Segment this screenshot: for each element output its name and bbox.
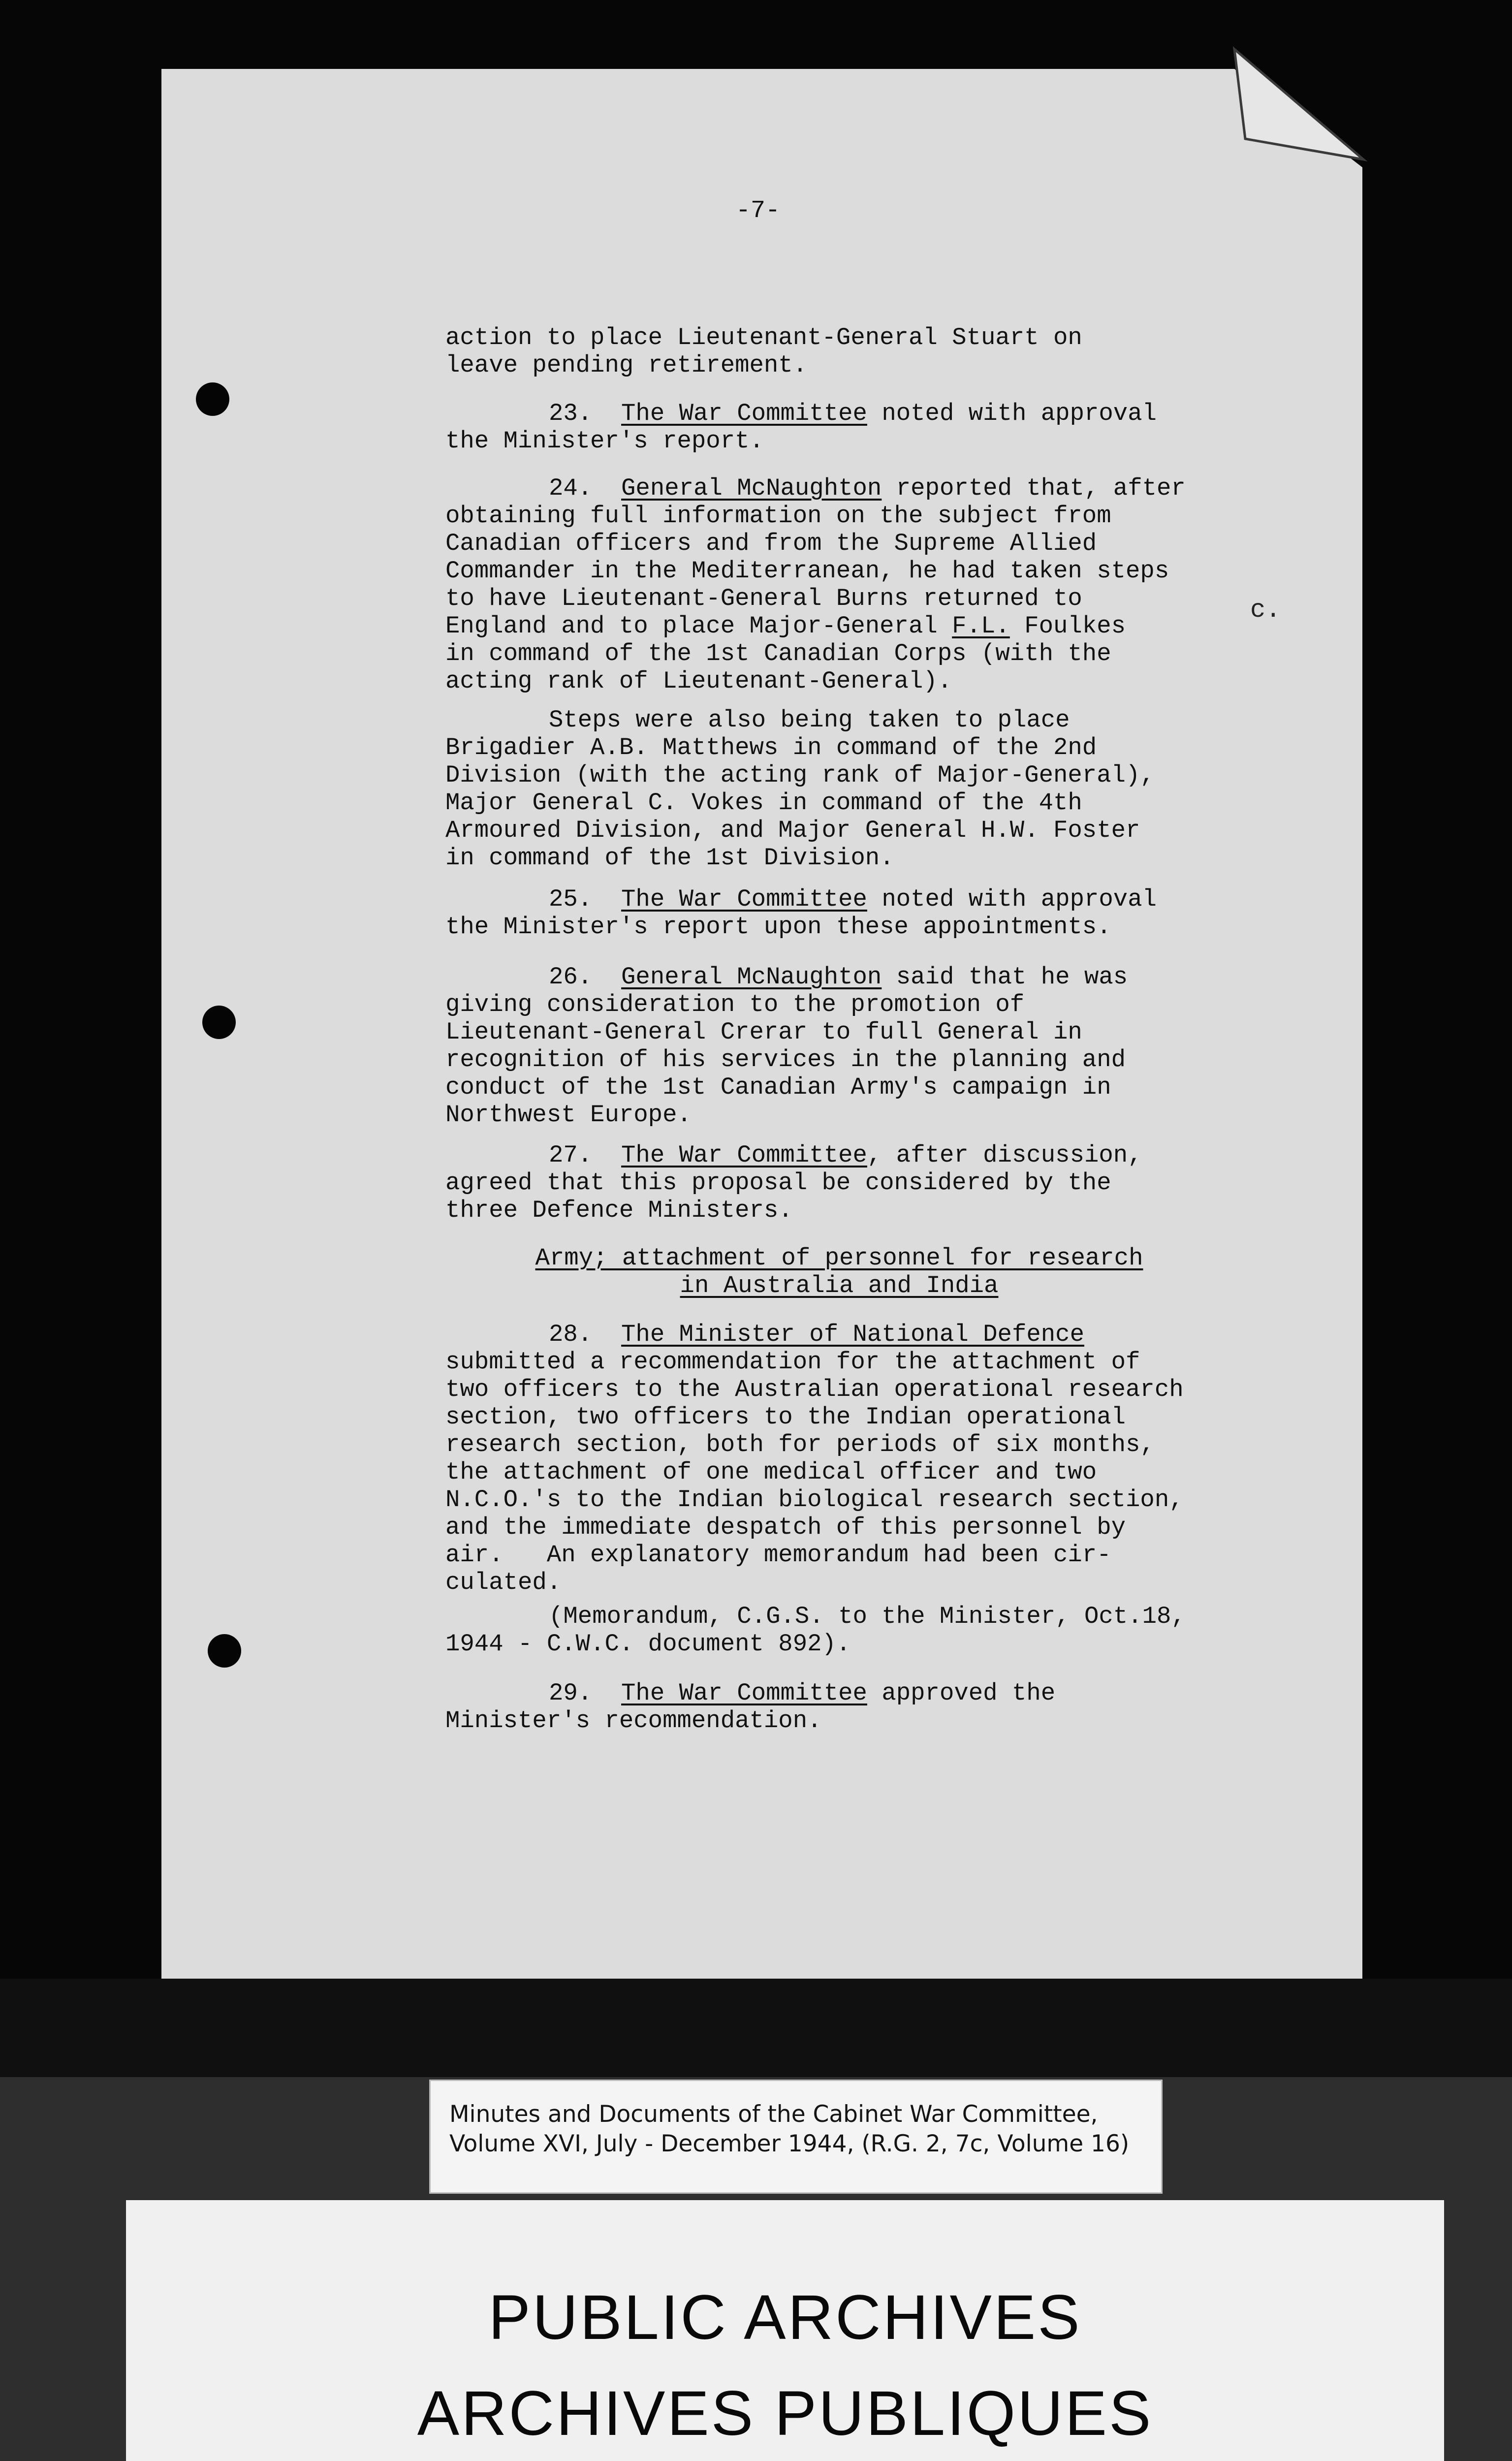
paragraph-28: 28. The Minister of National Defence submitted a recommendation for the attachment of two officers to the Australian operational research section, two officers to the Indian operational research section, both for periods of six months, the attachment of one medical officer and two N.C.O.'s to the Indian biological research section, and the immediate despatch of this personnel by air. An explanatory memorandum had been cir- culated. — [445, 1321, 1184, 1596]
page-number: -7- — [735, 197, 780, 225]
paragraph-25: 25. The War Committee noted with approval the Minister's report upon these appointments. — [445, 885, 1157, 941]
punch-hole-icon — [208, 1634, 241, 1668]
paragraph-steps: Steps were also being taken to place Brigadier A.B. Matthews in command of the 2nd Division (with the acting rank of Major-General), Major General C. Vokes in command of the 4th Armoured Division, and Major General H.W. Foster in command of the 1st Division. — [445, 706, 1155, 872]
folded-corner-icon — [1226, 45, 1368, 163]
citation-line: Minutes and Documents of the Cabinet War Committee, — [449, 2101, 1098, 2128]
paragraph-29: 29. The War Committee approved the Minister's recommendation. — [445, 1679, 1056, 1735]
archives-stamp — [126, 2200, 1444, 2461]
section-heading: Army; attachment of personnel for research in Australia and India — [535, 1244, 1143, 1299]
paragraph-26: 26. General McNaughton said that he was giving consideration to the promotion of Lieutenant-General Crerar to full General in recognition of his services in the planning and conduct of the 1st Canadian Army's campaign in Northwest Europe. — [445, 963, 1128, 1129]
stamp-line-english: PUBLIC ARCHIVES — [488, 2282, 1082, 2353]
stamp-line-french: ARCHIVES PUBLIQUES — [417, 2378, 1153, 2449]
punch-hole-icon — [202, 1006, 236, 1039]
archive-citation-label — [429, 2080, 1163, 2194]
punch-hole-icon — [196, 382, 229, 416]
margin-mark: c. — [1250, 596, 1281, 625]
citation-line: Volume XVI, July - December 1944, (R.G. 2, 7c, Volume 16) — [449, 2130, 1130, 2157]
paragraph-23: 23. The War Committee noted with approval the Minister's report. — [445, 400, 1157, 455]
paragraph-memo: (Memorandum, C.G.S. to the Minister, Oct.18, 1944 - C.W.C. document 892). — [445, 1603, 1186, 1658]
paragraph-24: 24. General McNaughton reported that, after obtaining full information on the subject from Canadian officers and from the Supreme Allied Commander in the Mediterranean, he had taken steps to have Lieutenant-General Burns returned to England and to place Major-General F.L. Foulkes in command of the 1st Canadian Corps (with the acting rank of Lieutenant-General). — [445, 474, 1186, 695]
film-background-band — [0, 1979, 1512, 2077]
paragraph-27: 27. The War Committee, after discussion, agreed that this proposal be considered by the three Defence Ministers. — [445, 1141, 1142, 1224]
paragraph-continued: action to place Lieutenant-General Stuart on leave pending retirement. — [445, 324, 1082, 379]
